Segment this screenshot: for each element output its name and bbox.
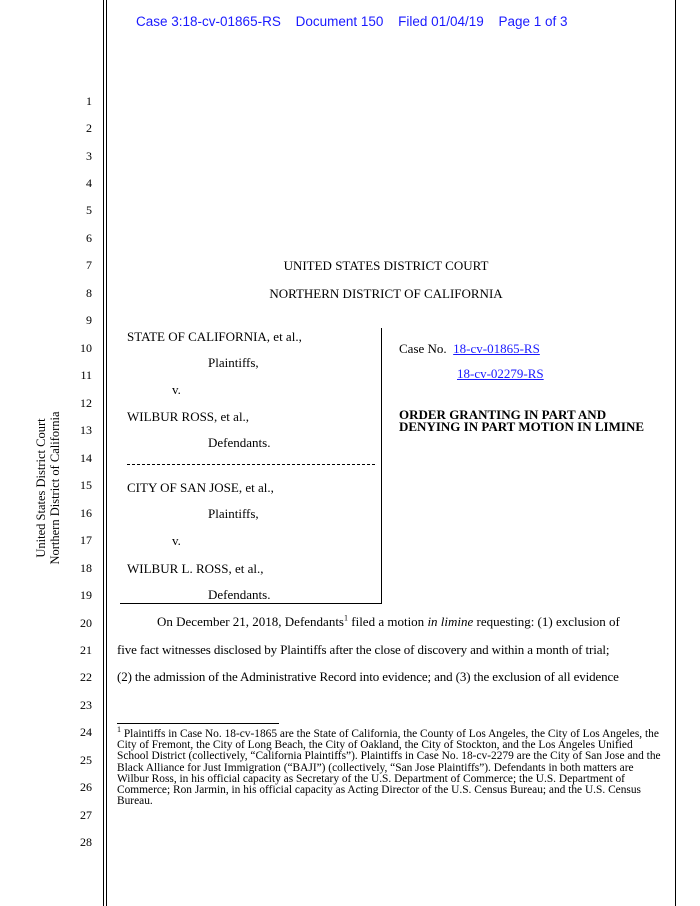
line-number: 4 [86, 176, 92, 190]
line-number: 23 [80, 698, 92, 712]
line-number: 3 [86, 149, 92, 163]
court-district: NORTHERN DISTRICT OF CALIFORNIA [269, 286, 503, 301]
caption-party-1: STATE OF CALIFORNIA, et al., [127, 329, 302, 344]
line-number: 28 [80, 835, 92, 849]
line-number: 14 [80, 451, 92, 465]
line-number: 5 [86, 203, 92, 217]
line-number: 10 [80, 341, 92, 355]
line-number: 7 [86, 258, 92, 272]
footnote [117, 725, 665, 808]
header-case: Case 3:18-cv-01865-RS [136, 14, 281, 29]
body-line-1 [157, 614, 620, 630]
caption-role-1: Plaintiffs, [208, 355, 259, 370]
footnote-marker: 1 [117, 725, 121, 735]
line-number: 15 [80, 478, 92, 492]
case-number-block [399, 341, 540, 357]
right-margin-rule [675, 0, 676, 906]
line-number: 11 [80, 368, 92, 382]
line-number: 25 [80, 753, 92, 767]
line-number: 24 [80, 725, 92, 739]
caption-party-2: WILBUR ROSS, et al., [127, 409, 250, 424]
header-page: Page 1 of 3 [498, 14, 568, 29]
body-text: On December 21, 2018, Defendants [157, 614, 344, 629]
case-number-link-2[interactable]: 18-cv-02279-RS [457, 366, 544, 381]
header-document: Document 150 [295, 14, 384, 29]
line-number: 27 [80, 808, 92, 822]
caption-party-3: CITY OF SAN JOSE, et al., [127, 480, 274, 495]
line-number: 8 [86, 286, 92, 300]
caption-role-4: Defendants. [208, 587, 271, 602]
caption-versus-1: v. [172, 382, 181, 397]
sidebar-line-2: Northern District of California [48, 411, 62, 565]
case-number-label: Case No. [399, 341, 447, 356]
sidebar-line-1: United States District Court [34, 418, 48, 558]
footnote-rule [117, 723, 279, 724]
caption-vertical-rule [381, 328, 382, 604]
caption-party-4: WILBUR L. ROSS, et al., [127, 561, 264, 576]
order-title: ORDER GRANTING IN PART AND DENYING IN PART MOTION IN LIMINE [399, 407, 645, 434]
header-filed: Filed 01/04/19 [398, 14, 484, 29]
footnote-text: Plaintiffs in Case No. 18-cv-1865 are the State of California, the County of Los Angeles, the City of Los Angeles, the City of Fremont, the City of Long Beach, the City of Oakland, the City of Stockton, and the Los Angeles Unified School District (collectively, “California Plaintiffs”). Plaintiffs in Case No. 18-cv-2279 are the City of San Jose and the Black Alliance for Just Immigration (“BAJI”) (collectively, “San Jose Plaintiffs”). Defendants in both matters are Wilbur Ross, in his official capacity as Secretary of the U.S. Department of Commerce; the U.S. Department of Commerce; Ron Jarmin, in his official capacity as Acting Director of the U.S. Census Bureau; and the U.S. Census Bureau. [117, 728, 661, 808]
court-name: UNITED STATES DISTRICT COURT [283, 258, 489, 273]
line-number: 18 [80, 561, 92, 575]
line-number: 22 [80, 670, 92, 684]
left-margin-rule-inner [106, 0, 107, 906]
body-text: filed a motion [348, 614, 428, 629]
caption-divider [127, 464, 375, 465]
line-number: 9 [86, 313, 92, 327]
body-line-3: (2) the admission of the Administrative Record into evidence; and (3) the exclusion of all evidence [117, 669, 619, 684]
line-number: 6 [86, 231, 92, 245]
footnote-ref[interactable]: 1 [344, 613, 348, 623]
line-number: 21 [80, 643, 92, 657]
line-number: 20 [80, 616, 92, 630]
line-number: 1 [86, 94, 92, 108]
line-number: 12 [80, 396, 92, 410]
line-number: 16 [80, 506, 92, 520]
line-number: 26 [80, 780, 92, 794]
body-emphasis: in limine [427, 614, 474, 629]
body-line-2: five fact witnesses disclosed by Plaintiffs after the close of discovery and within a month of trial; [117, 642, 610, 657]
caption-versus-2: v. [172, 533, 181, 548]
left-margin-rule [103, 0, 104, 906]
line-number: 17 [80, 533, 92, 547]
line-number: 2 [86, 121, 92, 135]
case-number-link-1[interactable]: 18-cv-01865-RS [453, 341, 540, 356]
ecf-header [136, 14, 579, 29]
line-number: 19 [80, 588, 92, 602]
body-text: requesting: (1) exclusion of [473, 614, 620, 629]
line-number: 13 [80, 423, 92, 437]
caption-role-3: Plaintiffs, [208, 506, 259, 521]
caption-bottom-rule [120, 603, 382, 604]
caption-role-2: Defendants. [208, 435, 271, 450]
